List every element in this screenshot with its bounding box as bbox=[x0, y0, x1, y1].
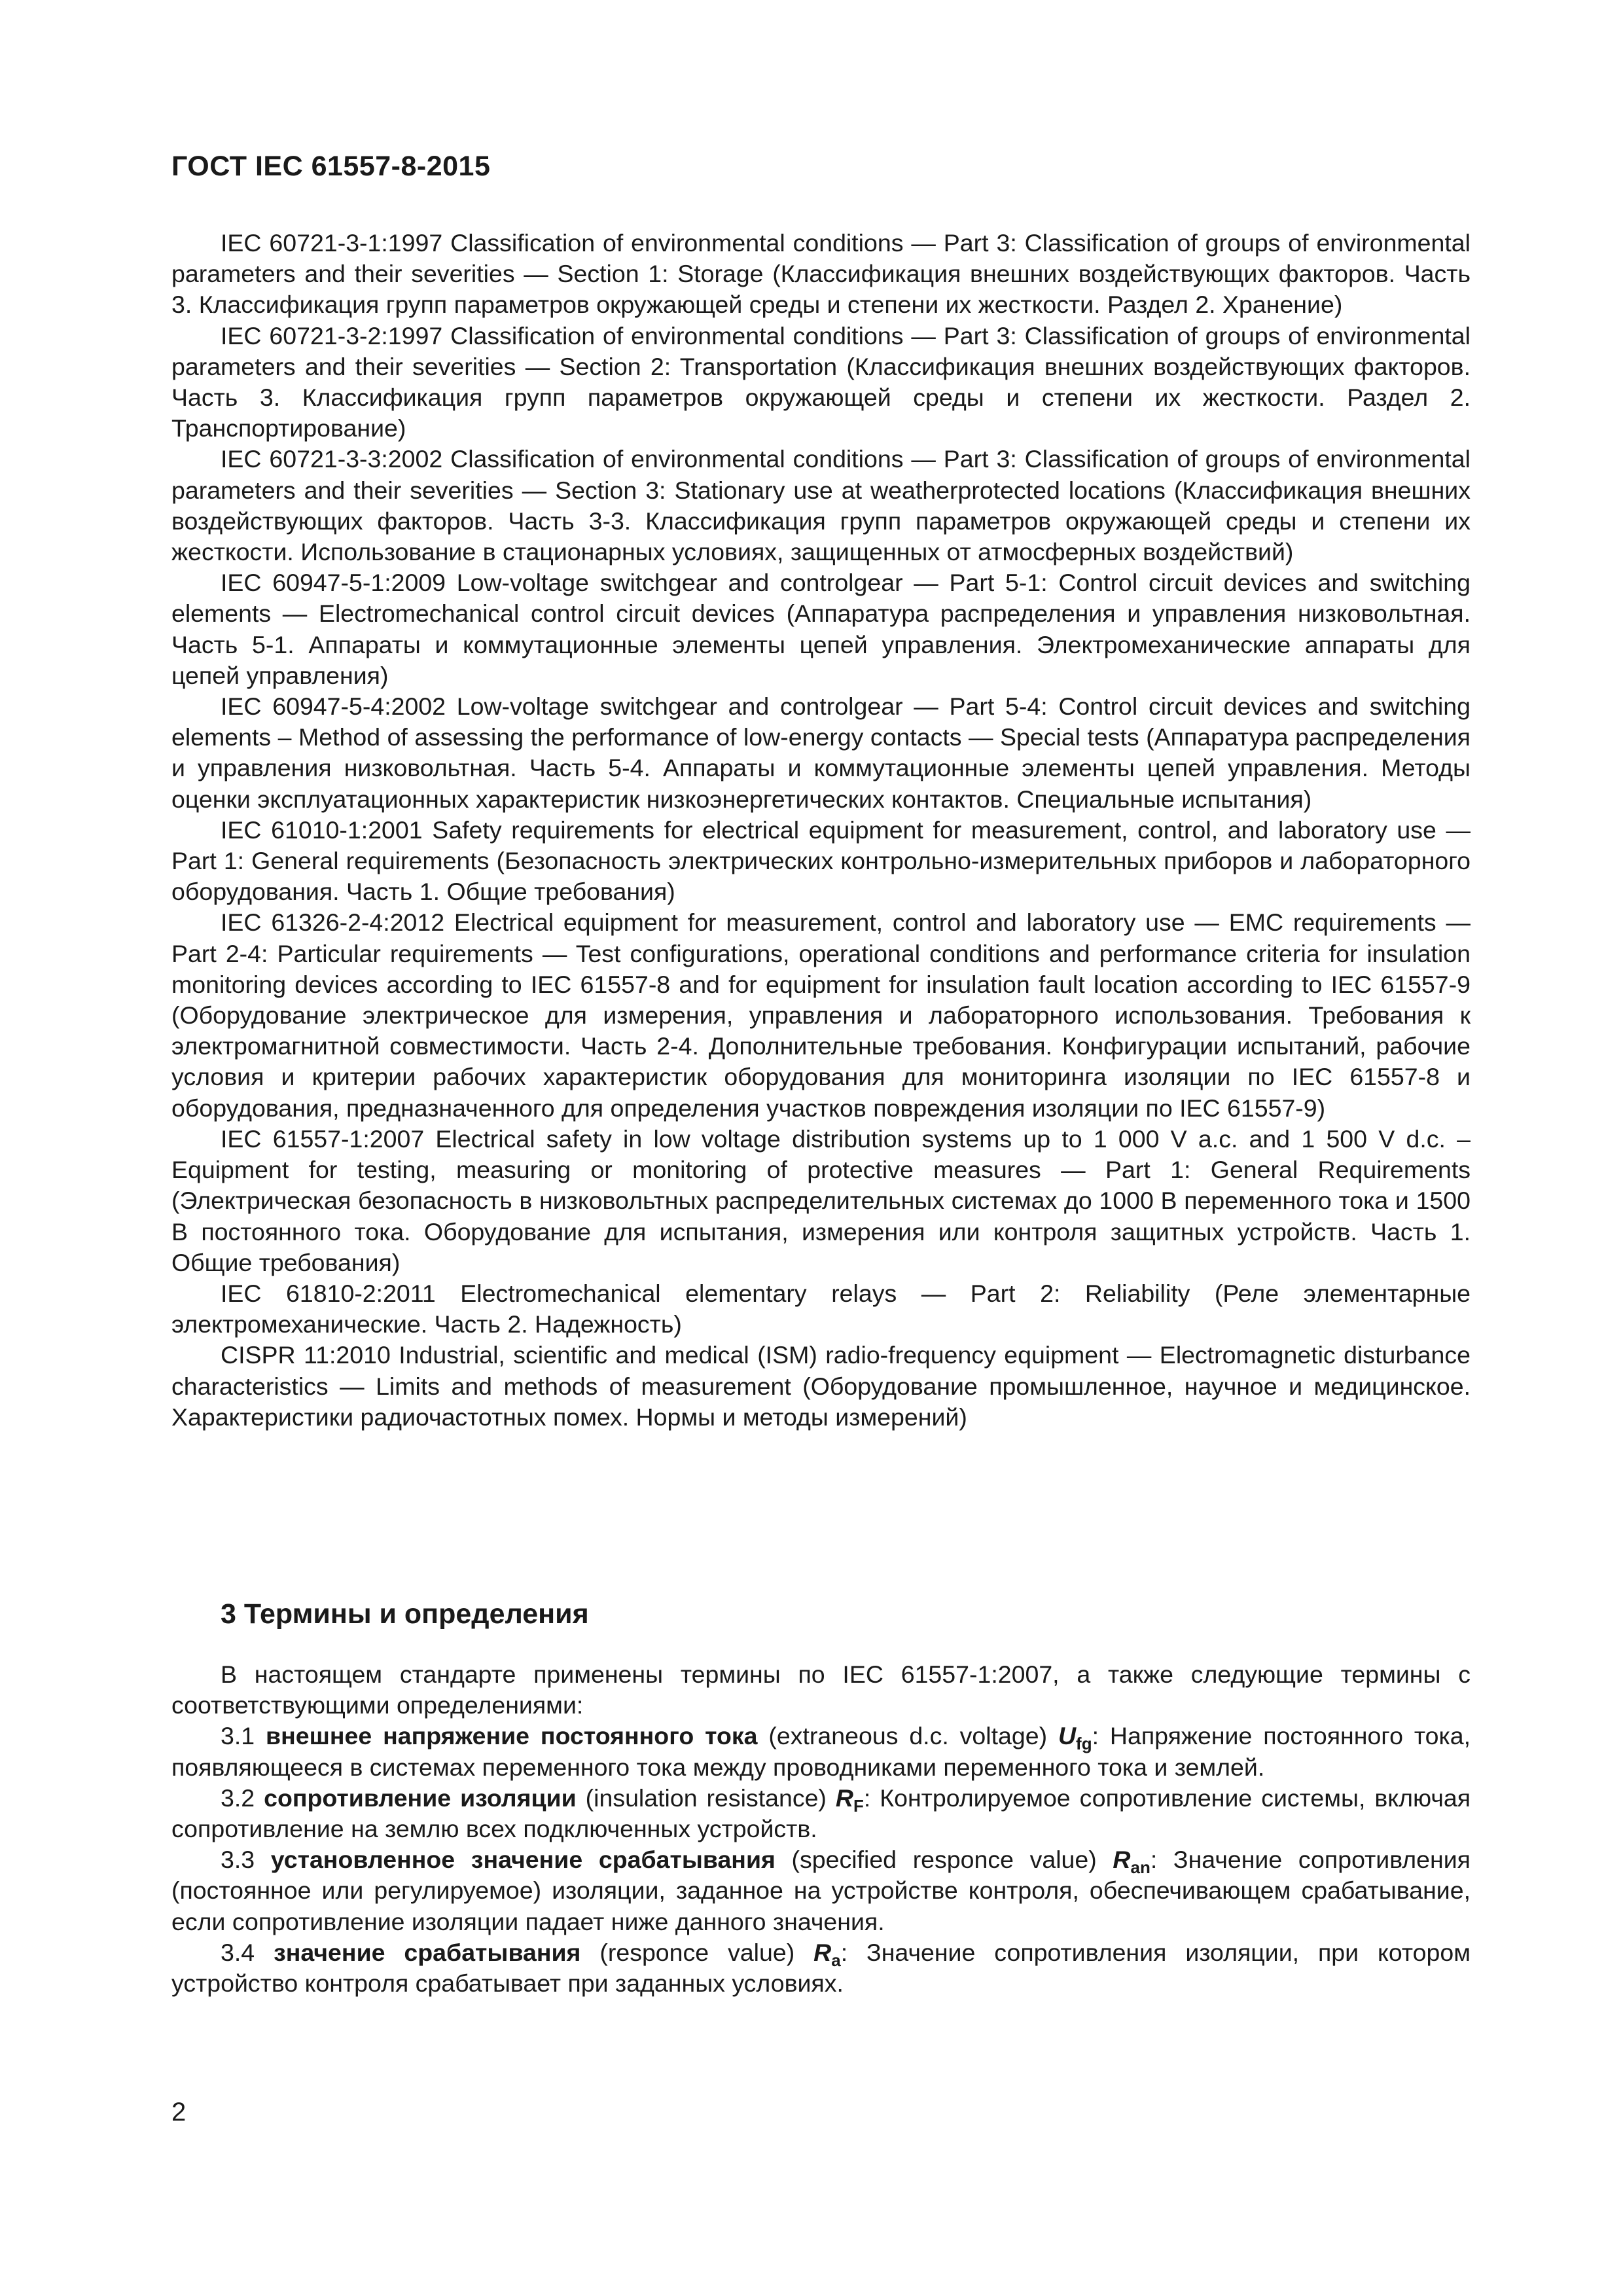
symbol-letter: R bbox=[1113, 1846, 1131, 1874]
symbol-letter: R bbox=[813, 1938, 832, 1966]
term-definition bbox=[171, 1721, 1471, 1782]
term-definition bbox=[171, 1844, 1471, 1937]
term-name: установленное значение срабатывания bbox=[270, 1846, 776, 1874]
page-number: 2 bbox=[171, 2098, 187, 2126]
reference-item: IEC 60721-3-2:1997 Classification of environmental conditions — Part 3: Classification of groups of environmental parameters and their severities — Section 2: Transportation (Классификация внешних воздействующих факторов. Часть 3. Классификация групп параметров окружающей среды и степени их жесткости. Раздел 2. Транспортирование) bbox=[171, 321, 1471, 442]
symbol-subscript: an bbox=[1130, 1857, 1150, 1878]
reference-item: IEC 60947-5-1:2009 Low-voltage switchgear and controlgear — Part 5-1: Control circuit devices and switching elements — Electromechanical control circuit devices (Аппаратура распределения и управления низковольтная. Часть 5-1. Аппараты и коммутационные элементы цепей управления. Электромеханические аппараты для цепей управления) bbox=[171, 569, 1471, 689]
term-name: сопротивление изоляции bbox=[264, 1784, 577, 1812]
term-english: (extraneous d.c. voltage) bbox=[768, 1722, 1048, 1750]
symbol-subscript: a bbox=[831, 1950, 841, 1970]
term-symbol bbox=[835, 1784, 864, 1816]
section-intro: В настоящем стандарте применены термины по IEC 61557-1:2007, а также следующие термины с соответствующими определениями: bbox=[171, 1660, 1471, 1719]
terms-section bbox=[171, 1659, 1471, 1999]
reference-item: IEC 61010-1:2001 Safety requirements for electrical equipment for measurement, control, and laboratory use — Part 1: General requirements (Безопасность электрических контрольно-измерительных приборов и лабораторного оборудования. Часть 1. Общие требования) bbox=[171, 816, 1471, 906]
term-symbol bbox=[813, 1938, 841, 1970]
normative-references-list bbox=[171, 228, 1471, 1433]
reference-item: IEC 60721-3-3:2002 Classification of environmental conditions — Part 3: Classification of groups of environmental parameters and their severities — Section 3: Stationary use at weatherprotected locations (Классификация внешних воздействующих факторов. Часть 3-3. Классификация групп параметров окружающей среды и степени их жесткости. Использование в стационарных условиях, защищенных от атмосферных воздействий) bbox=[171, 445, 1471, 566]
symbol-letter: U bbox=[1058, 1722, 1077, 1750]
reference-item: IEC 60947-5-4:2002 Low-voltage switchgear and controlgear — Part 5-4: Control circuit devices and switching elements – Method of assessing the performance of low-energy contacts — Special tests (Аппаратура распределения и управления низковольтная. Часть 5-4. Аппараты и коммутационные элементы цепей управления. Методы оценки эксплуатационных характеристик низкоэнергетических контактов. Специальные испытания) bbox=[171, 692, 1471, 813]
reference-item: IEC 61557-1:2007 Electrical safety in low voltage distribution systems up to 1 000 V a.c. and 1 500 V d.c. – Equipment for testing, measuring or monitoring of protective measures — Part 1: General Requirements (Электрическая безопасность в низковольтных распределительных системах до 1000 В переменного тока и 1500 В постоянного тока. Оборудование для испытания, измерения или контроля защитных устройств. Часть 1. Общие требования) bbox=[171, 1124, 1471, 1276]
term-definition bbox=[171, 1937, 1471, 1999]
term-symbol bbox=[1113, 1846, 1150, 1878]
term-text: : Контролируемое сопротивление системы, включая сопротивление на землю всех подключенных устройств. bbox=[171, 1784, 1471, 1843]
symbol-subscript: fg bbox=[1076, 1734, 1092, 1754]
term-number: 3.3 bbox=[221, 1846, 255, 1874]
term-text: : Значение сопротивления (постоянное или регулируемое) изоляции, заданное на устройстве контроля, обеспечивающем срабатывание, если сопротивление изоляции падает ниже данного значения. bbox=[171, 1846, 1471, 1935]
term-number: 3.4 bbox=[221, 1938, 255, 1966]
term-name: внешнее напряжение постоянного тока bbox=[266, 1722, 758, 1750]
reference-item: IEC 60721-3-1:1997 Classification of environmental conditions — Part 3: Classification of groups of environmental parameters and their severities — Section 1: Storage (Классификация внешних воздействующих факторов. Часть 3. Классификация групп параметров окружающей среды и степени их жесткости. Раздел 2. Хранение) bbox=[171, 229, 1471, 319]
reference-item: IEC 61326-2-4:2012 Electrical equipment for measurement, control and laboratory use — EMC requirements — Part 2-4: Particular requirements — Test configurations, operational conditions and performance criteria for insulation monitoring devices according to IEC 61557-8 and for equipment for insulation fault location according to IEC 61557-9 (Оборудование электрическое для измерения, управления и лабораторного использования. Требования к электромагнитной совместимости. Часть 2-4. Дополнительные требования. Конфигурации испытаний, рабочие условия и критерии рабочих характеристик оборудования для мониторинга изоляции по IEC 61557-8 и оборудования, предназначенного для определения участков повреждения изоляции по IEC 61557-9) bbox=[171, 908, 1471, 1122]
term-definition bbox=[171, 1783, 1471, 1844]
section-heading: 3 Термины и определения bbox=[221, 1598, 589, 1630]
term-symbol bbox=[1058, 1722, 1092, 1754]
term-english: (specified responce value) bbox=[791, 1846, 1097, 1874]
term-number: 3.1 bbox=[221, 1722, 255, 1750]
term-english: (responce value) bbox=[599, 1938, 795, 1966]
term-english: (insulation resistance) bbox=[585, 1784, 827, 1812]
reference-item: CISPR 11:2010 Industrial, scientific and medical (ISM) radio-frequency equipment — Electromagnetic disturbance characteristics — Limits and methods of measurement (Оборудование промышленное, научное и медицинское. Характеристики радиочастотных помех. Нормы и методы измерений) bbox=[171, 1341, 1471, 1431]
symbol-subscript: F bbox=[853, 1795, 864, 1816]
term-name: значение срабатывания bbox=[274, 1938, 581, 1966]
symbol-letter: R bbox=[835, 1784, 853, 1812]
term-text: : Напряжение постоянного тока, появляющееся в системах переменного тока между проводниками переменного тока и землей. bbox=[171, 1722, 1471, 1781]
term-number: 3.2 bbox=[221, 1784, 255, 1812]
term-text: : Значение сопротивления изоляции, при котором устройство контроля срабатывает при заданных условиях. bbox=[171, 1938, 1471, 1998]
document-header: ГОСТ IEC 61557-8-2015 bbox=[171, 151, 491, 182]
reference-item: IEC 61810-2:2011 Electromechanical elementary relays — Part 2: Reliability (Реле элементарные электромеханические. Часть 2. Надежность) bbox=[171, 1279, 1471, 1338]
